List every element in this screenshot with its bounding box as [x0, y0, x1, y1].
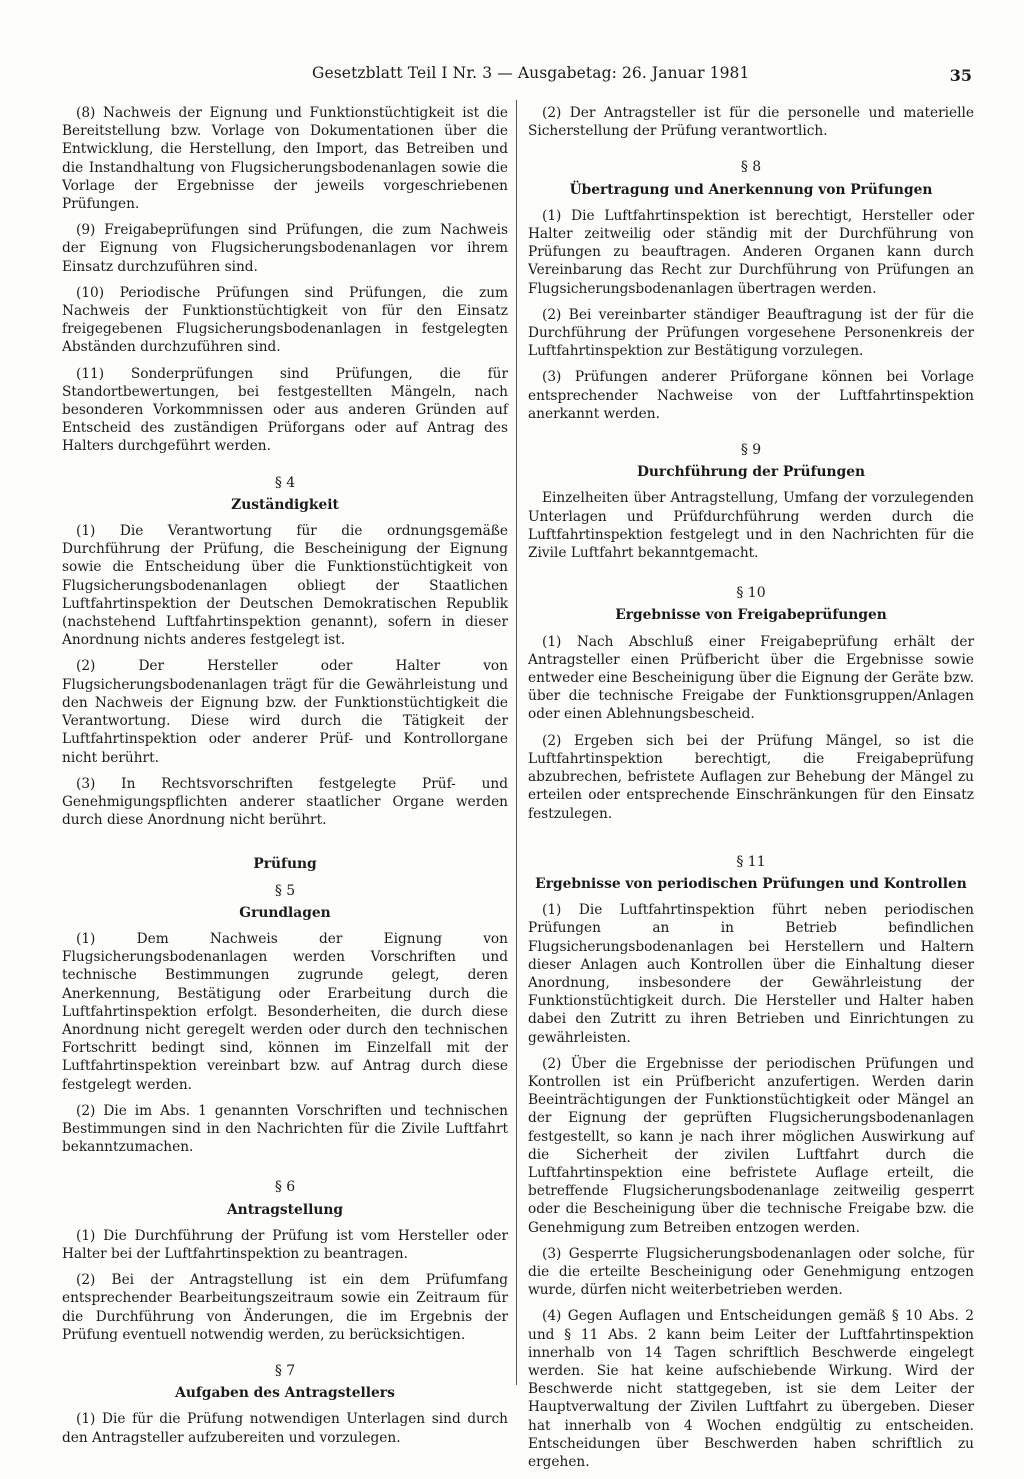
page-header	[312, 64, 972, 94]
section-8-title: Übertragung und Anerkennung von Prüfungen	[569, 181, 933, 198]
section-5-title: Grundlagen	[239, 904, 331, 921]
section-6-number: § 6	[274, 1179, 296, 1196]
section-11-paragraph-2: (2) Über die Ergebnisse der periodischen Prüfungen und Kontrollen ist ein Prüfbericht anzufertigen. Werden darin Beeinträchtigungen der Funktionstüchtigkeit oder Mängel an der Eignung der geprüften Flugsicherungsbodenanlagen festgestellt, so kann je nach ihrer möglichen Auswirkung auf die Sicherheit der zivilen Luftfahrt durch die Luftfahrtinspektion eine befristete Auflage erteilt, die betreffende Flugsicherungsbodenanlage zeitweilig gesperrt oder die Bescheinigung über die technische Freigabe bzw. die Genehmigung zum Betreiben entzogen werden.	[528, 1055, 974, 1236]
section-7-title: Aufgaben des Antragstellers	[175, 1385, 395, 1402]
section-7-paragraph-1: (1) Die für die Prüfung notwendigen Unterlagen sind durch den Antragsteller aufzubereiten und vorzulegen.	[62, 1411, 508, 1446]
section-10-paragraph-2: (2) Ergeben sich bei der Prüfung Mängel, so ist die Luftfahrtinspektion berechtigt, die Freigabeprüfung abzubrechen, befristete Auflagen zur Behebung der Mängel zu erteilen oder entsprechende Einschränkungen für den Einsatz festzulegen.	[528, 732, 974, 822]
section-9-paragraph-1: Einzelheiten über Antragstellung, Umfang der vorzulegenden Unterlagen und Prüfdurchführung werden durch die Luftfahrtinspektion festgelegt und in den Nachrichten für die Zivile Luftfahrt bekanntgemacht.	[528, 490, 974, 562]
section-4-title: Zuständigkeit	[231, 496, 339, 513]
section-5-number: § 5	[274, 882, 296, 899]
section-11-paragraph-1: (1) Die Luftfahrtinspektion führt neben periodischen Prüfungen an in Betrieb befindlichen Flugsicherungsbodenanlagen bei Herstellern und Haltern dieser Anlagen auch Kontrollen über die Einhaltung dieser Anordnung, insbesondere der Gewährleistung der Funktionstüchtigkeit durch. Die Hersteller und Halter haben dabei den Zutritt zu ihren Betrieben und Einrichtungen zu gewährleisten.	[528, 902, 974, 1046]
section-4-paragraph-2: (2) Der Hersteller oder Halter von Flugsicherungsbodenanlagen trägt für die Gewährleistung und den Nachweis der Eignung bzw. der Funktionstüchtigkeit die Verantwortung. Diese wird durch die Tätigkeit der Luftfahrtinspektion oder anderer Prüf- und Kontrollorgane nicht berührt.	[62, 658, 508, 766]
section-6-paragraph-2: (2) Bei der Antragstellung ist ein dem Prüfumfang entsprechender Bearbeitungszeitraum sowie ein Zeitraum für die Durchführung von Änderungen, die im Ergebnis der Prüfung eventuell notwendig werden, zu berücksichtigen.	[62, 1272, 508, 1343]
part-title-pruefung: Prüfung	[253, 856, 317, 873]
section-4-number: § 4	[274, 474, 296, 491]
section-4-paragraph-3: (3) In Rechtsvorschriften festgelegte Prüf- und Genehmigungspflichten anderer staatlicher Organe werden durch diese Anordnung nicht berührt.	[62, 775, 508, 829]
right-column	[528, 104, 974, 1479]
paragraph-8: (8) Nachweis der Eignung und Funktionstüchtigkeit ist die Bereitstellung bzw. Vorlage von Dokumentationen über die Entwicklung, die Herstellung, den Import, das Betreiben und die Instandhaltung von Flugsicherungsbodenanlagen sowie die Vorlage der Ergebnisse der jeweils vorgeschriebenen Prüfungen.	[62, 105, 508, 213]
section-10-paragraph-1: (1) Nach Abschluß einer Freigabeprüfung erhält der Antragsteller einen Prüfbericht über die Ergebnisse sowie entweder eine Bescheinigung über die Eignung der Geräte bzw. über die technische Freigabe der Funktionsgruppen/Anlagen oder einen Ablehnungsbescheid.	[528, 633, 974, 723]
section-11-number: § 11	[736, 853, 766, 870]
section-8-paragraph-3: (3) Prüfungen anderer Prüforgane können bei Vorlage entsprechender Nachweise von der Luftfahrtinspektion anerkannt werden.	[528, 369, 974, 422]
section-11-paragraph-4: (4) Gegen Auflagen und Entscheidungen gemäß § 10 Abs. 2 und § 11 Abs. 2 kann beim Leiter der Luftfahrtinspektion innerhalb von 14 Tagen schriftlich Beschwerde eingelegt werden. Sie hat keine aufschiebende Wirkung. Wird der Beschwerde nicht stattgegeben, ist sie dem Leiter der Hauptverwaltung der Zivilen Luftfahrt zu übergeben. Dieser hat innerhalb von 4 Wochen endgültig zu entscheiden. Entscheidungen über Beschwerden haben schriftlich zu ergehen.	[528, 1308, 974, 1470]
left-column	[62, 104, 508, 1455]
section-9-number: § 9	[740, 442, 762, 459]
column-divider	[516, 100, 517, 1385]
paragraph-11: (11) Sonderprüfungen sind Prüfungen, die für Standortbewertungen, bei festgestellten Mängeln, nach besonderen Vorkommnissen oder aus anderen Gründen auf Entscheid des zuständigen Prüforgans oder auf Antrag des Halters durchgeführt werden.	[62, 365, 508, 455]
section-10-number: § 10	[736, 585, 766, 602]
page-number: 35	[949, 66, 972, 85]
section-5-paragraph-1: (1) Dem Nachweis der Eignung von Flugsicherungsbodenanlagen werden Vorschriften und technische Bestimmungen zugrunde gelegt, deren Anerkennung, Bestätigung oder Erarbeitung durch die Luftfahrtinspektion erfolgt. Besonderheiten, die durch diese Anordnung nicht geregelt werden oder durch den technischen Fortschritt bedingt sind, können im Einzelfall mit der Luftfahrtinspektion vereinbart bzw. auf Antrag durch diese festgelegt werden.	[62, 930, 508, 1093]
paragraph-10: (10) Periodische Prüfungen sind Prüfungen, die zum Nachweis der Funktionstüchtigkeit von für den Einsatz freigegebenen Flugsicherungsbodenanlagen in festgelegten Abständen durchzuführen sind.	[62, 284, 508, 356]
section-5-paragraph-2: (2) Die im Abs. 1 genannten Vorschriften und technischen Bestimmungen sind in den Nachrichten für die Zivile Luftfahrt bekanntzumachen.	[62, 1102, 508, 1156]
section-8-paragraph-1: (1) Die Luftfahrtinspektion ist berechtigt, Hersteller oder Halter zeitweilig oder ständig mit der Durchführung von Prüfungen zu beauftragen. Anderen Organen kann durch Vereinbarung das Recht zur Durchführung von Prüfungen an Flugsicherungsbodenanlagen übertragen werden.	[528, 207, 974, 297]
section-7-number: § 7	[274, 1362, 296, 1379]
section-8-number: § 8	[740, 159, 762, 176]
section-11-title: Ergebnisse von periodischen Prüfungen und Kontrollen	[535, 875, 967, 892]
section-6-paragraph-1: (1) Die Durchführung der Prüfung ist vom Hersteller oder Halter bei der Luftfahrtinspektion zu beantragen.	[62, 1227, 508, 1262]
section-7-paragraph-2: (2) Der Antragsteller ist für die personelle und materielle Sicherstellung der Prüfung verantwortlich.	[528, 105, 974, 140]
section-11-paragraph-3: (3) Gesperrte Flugsicherungsbodenanlagen oder solche, für die die erteilte Bescheinigung oder Genehmigung entzogen wurde, dürfen nicht weiterbetrieben werden.	[528, 1245, 974, 1299]
section-9-title: Durchführung der Prüfungen	[636, 464, 866, 481]
section-6-title: Antragstellung	[226, 1201, 344, 1218]
section-4-paragraph-1: (1) Die Verantwortung für die ordnungsgemäße Durchführung der Prüfung, die Bescheinigung der Eignung sowie die Entscheidung über die Funktionstüchtigkeit von Flugsicherungsbodenanlagen obliegt der Staatlichen Luftfahrtinspektion der Deutschen Demokratischen Republik (nachstehend Luftfahrtinspektion genannt), sofern in dieser Anordnung nichts anderes festgelegt ist.	[62, 523, 508, 649]
header-title: Gesetzblatt Teil I Nr. 3 — Ausgabetag: 26. Januar 1981	[312, 64, 750, 82]
section-10-title: Ergebnisse von Freigabeprüfungen	[615, 607, 887, 624]
section-8-paragraph-2: (2) Bei vereinbarter ständiger Beauftragung ist der für die Durchführung der Prüfungen vorgesehene Personenkreis der Luftfahrtinspektion zur Bestätigung vorzulegen.	[528, 306, 974, 360]
paragraph-9: (9) Freigabeprüfungen sind Prüfungen, die zum Nachweis der Eignung von Flugsicherungsbodenanlagen vor ihrem Einsatz durchzuführen sind.	[62, 222, 508, 275]
